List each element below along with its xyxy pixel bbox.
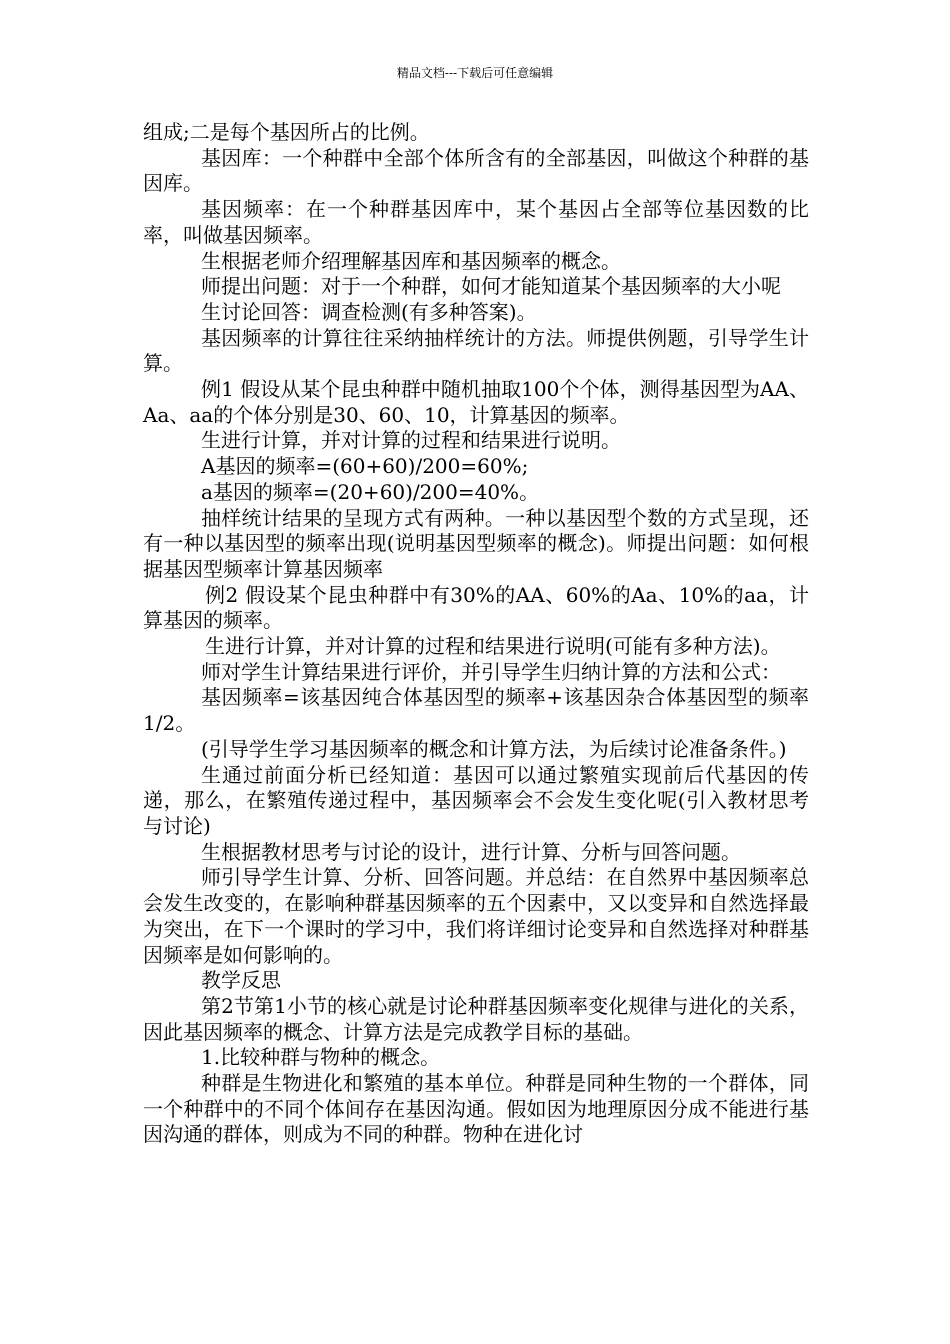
paragraph-12: 抽样统计结果的呈现方式有两种。一种以基因型个数的方式呈现，还有一种以基因型的频率出现(说明基因型频率的概念)。师提出问题：如何根据基因型频率计算基因频率 — [143, 505, 809, 581]
paragraph-11: a基因的频率=(20+60)/200=40%。 — [201, 479, 540, 504]
paragraph-23: 1.比较种群与物种的概念。 — [201, 1045, 441, 1070]
paragraph-6: 生讨论回答：调查检测(有多种答案)。 — [201, 299, 537, 324]
paragraph-21: 教学反思 — [201, 968, 281, 993]
document-body — [143, 120, 809, 1148]
paragraph-10: A基因的频率=(60+60)/200=60%; — [201, 454, 529, 479]
paragraph-16: 基因频率=该基因纯合体基因型的频率+该基因杂合体基因型的频率1/2。 — [143, 685, 809, 736]
paragraph-2: 基因库：一个种群中全部个体所含有的全部基因，叫做这个种群的基因库。 — [143, 145, 809, 196]
paragraph-17: (引导学生学习基因频率的概念和计算方法，为后续讨论准备条件。) — [201, 736, 787, 761]
paragraph-19: 生根据教材思考与讨论的设计，进行计算、分析与回答问题。 — [201, 839, 741, 864]
paragraph-9: 生进行计算，并对计算的过程和结果进行说明。 — [201, 428, 621, 453]
paragraph-4: 生根据老师介绍理解基因库和基因频率的概念。 — [201, 248, 621, 273]
paragraph-7: 基因频率的计算往往采纳抽样统计的方法。师提供例题，引导学生计算。 — [143, 325, 809, 376]
paragraph-8: 例1 假设从某个昆虫种群中随机抽取100个个体，测得基因型为AA、Aa、aa的个体分别是30、60、10，计算基因的频率。 — [143, 377, 809, 427]
paragraph-14: 生进行计算，并对计算的过程和结果进行说明(可能有多种方法)。 — [205, 634, 781, 659]
paragraph-20: 师引导学生计算、分析、回答问题。并总结：在自然界中基因频率总会发生改变的，在影响种群基因频率的五个因素中，又以变异和自然选择最为突出，在下一个课时的学习中，我们将详细讨论变异和自然选择对种群基因频率是如何影响的。 — [143, 865, 809, 967]
paragraph-22: 第2节第1小节的核心就是讨论种群基因频率变化规律与进化的关系，因此基因频率的概念、计算方法是完成教学目标的基础。 — [143, 993, 809, 1044]
paragraph-13: 例2 假设某个昆虫种群中有30%的AA、60%的Aa、10%的aa，计算基因的频率。 — [143, 582, 809, 633]
paragraph-1: 组成;二是每个基因所占的比例。 — [143, 120, 430, 144]
page-header: 精品文档---下载后可任意编辑 — [396, 66, 554, 80]
paragraph-15: 师对学生计算结果进行评价，并引导学生归纳计算的方法和公式： — [201, 659, 781, 684]
paragraph-18: 生通过前面分析已经知道：基因可以通过繁殖实现前后代基因的传递，那么，在繁殖传递过程中，基因频率会不会发生变化呢(引入教材思考与讨论) — [143, 762, 809, 838]
paragraph-3: 基因频率：在一个种群基因库中，某个基因占全部等位基因数的比率，叫做基因频率。 — [143, 197, 809, 247]
paragraph-5: 师提出问题：对于一个种群，如何才能知道某个基因频率的大小呢 — [201, 274, 781, 299]
paragraph-24: 种群是生物进化和繁殖的基本单位。种群是同种生物的一个群体，同一个种群中的不同个体间存在基因沟通。假如因为地理原因分成不能进行基因沟通的群体，则成为不同的种群。物种在进化讨 — [143, 1071, 809, 1147]
